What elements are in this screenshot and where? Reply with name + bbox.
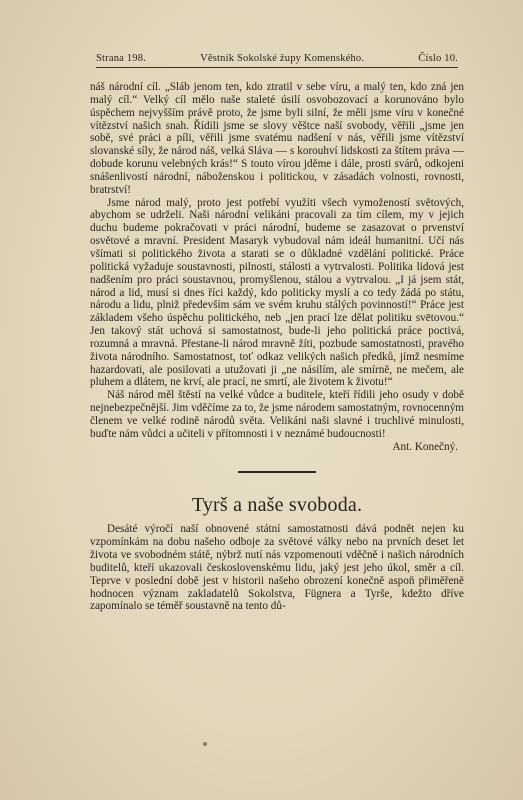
section-divider bbox=[238, 471, 316, 473]
article-paragraph: Náš národ měl štěstí na velké vůdce a buditele, kteří řídili jeho osudy v době nejnebezpečnější. Jim vděčíme za to, že jsme národem samostatným, rovnocenným členem ve velké rodině národů světa. Velikáni naši slavné i truchlivé minulosti, buďte nám vůdci a učiteli v přítomnosti i v neznámé budoucnosti! bbox=[90, 389, 464, 440]
running-header bbox=[96, 53, 458, 68]
issue-number: Číslo 10. bbox=[418, 53, 458, 64]
article-title: Tyrš a naše svoboda. bbox=[191, 494, 363, 517]
paper-spot bbox=[203, 742, 207, 746]
page-number: Strana 198. bbox=[96, 53, 147, 64]
article-paragraph: náš národní cíl. „Sláb jenom ten, kdo ztratil v sebe víru, a malý ten, kdo zná jen malý cíl.“ Velký cíl mělo naše staleté úsilí osvobozovací a korunováno bylo úspěchem nejvyšším právě proto, že jsme byli silní, že měli jsme víru v konečné vítězství našich snah. Řídili jsme se slovy věštce naší svobody, věřili „jsme jen sobě, své práci a píli, věřili jsme svatému nadšení v nás, věřili jsme vítězství slovanské síly, že národ náš, velká Sláva — s korouhví lidskosti za štítem práva — dobude korunu velebných krás!“ S touto vírou jděme i dále, prosti svárů, odkojeni snášenlivostí národní, náboženskou i politickou, v zásadách volnosti, rovnosti, bratrství! bbox=[90, 81, 464, 196]
article-paragraph: Desáté výročí naší obnovené státní samostatnosti dává podnět nejen ku vzpomínkám na dobu našeho odboje za světové války nebo na prvních deset let života ve svobodném státě, nýbrž nutí nás vzpomenouti vděčně i našich národních buditelů, kteří ukazovali československému lidu, jaký jest jeho úkol, směr a cíl. Teprve v poslední době jest v historii našeho obrození konečně aspoň přiměřeně hodnocen význam zakladatelů Sokolstva, Fügnera a Tyrše, kdežto dříve zapomínalo se téměř soustavně na tento dů- bbox=[90, 523, 464, 613]
journal-title: Věstník Sokolské župy Komenského. bbox=[200, 53, 365, 64]
author-signature: Ant. Konečný. bbox=[392, 440, 458, 453]
page-body bbox=[90, 81, 464, 613]
article-paragraph: Jsme národ malý, proto jest potřebí využíti všech vymožeností světových, abychom se udrželi. Naši národní velikáni pracovali za tím cílem, my v jejich duchu budeme pokračovati v práci národní, budeme se zasazovat o prvenství osvětové a mravní. President Masaryk vybudoval nám ideál humanitní. Učí nás všímati si politického života a starati se o důkladné vzdělání politické. Práce politická vyžaduje soustavnosti, pilnosti, stálosti a vytrvalosti. Politika lidová jest nadšením pro práci soustavnou, promyšlenou, stálou a vytrvalou. „I já jsem stát, národ a lid, musí si dnes říci každý, kdo politicky myslí a co tedy žádá po státu, národu a lidu, plniž především sám ve svém kruhu stálých povinností!“ Práce jest základem všeho úspěchu politického, neb „jen prací lze dělat politiku svētovou.“ Jen takový stát uchová si samostatnost, bude-li jeho politická práce poctivá, rozumná a mravná. Přestane-li národ mravně žíti, pozbude samostatnosti, pravého života národního. Samostatnost, toť odkaz velikých našich předků, jímž nesmíme hazardovati, ale posilovati a utužovati ji „ne násilím, ale smírně, ne mečem, ale pluhem a dlátem, ne krví, ale prací, ne smrtí, ale životem k životu!“ bbox=[90, 196, 464, 389]
